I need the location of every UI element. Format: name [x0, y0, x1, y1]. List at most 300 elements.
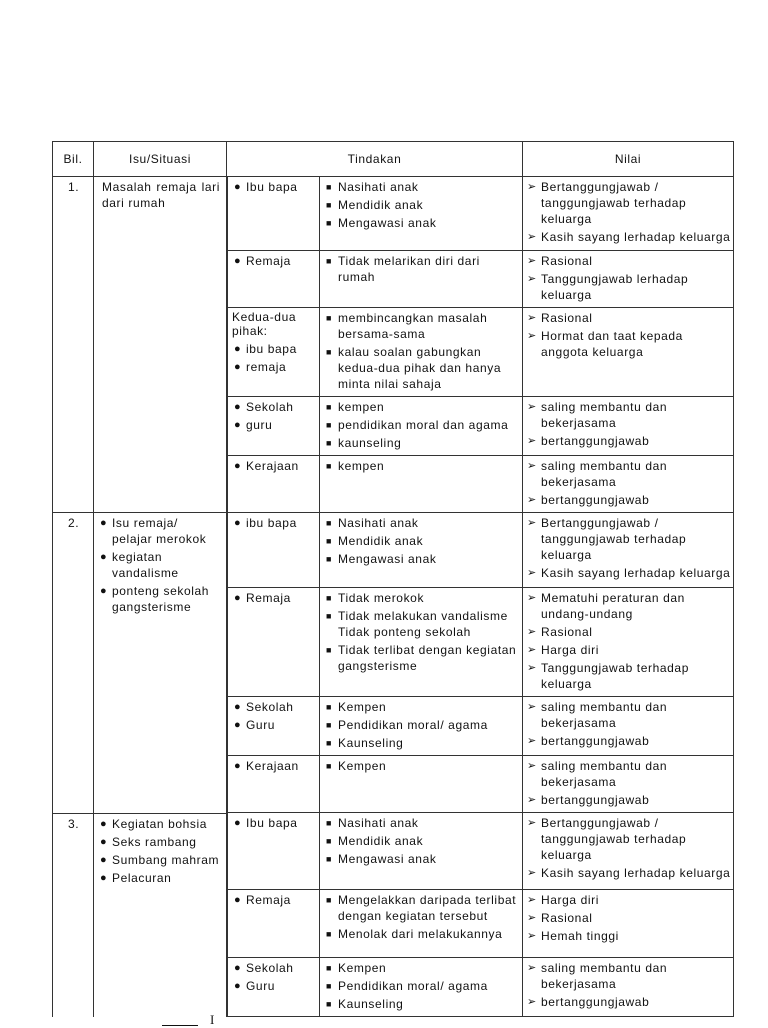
arrow-bullet-icon: ➢	[527, 644, 537, 656]
filled-circle-icon: ●	[234, 254, 242, 267]
pihak-item-text: remaja	[246, 359, 287, 374]
pihak-item-list	[232, 960, 317, 994]
nilai-item	[527, 515, 731, 563]
filled-square-icon: ■	[326, 894, 333, 905]
pihak-item-text: Guru	[246, 978, 276, 993]
nilai-item-text: Rasional	[541, 253, 593, 268]
tindakan-item-text: Menolak dari melakukannya	[338, 926, 503, 941]
pihak-item-text: Sekolah	[246, 700, 294, 714]
nilai-item-text: saling membantu dan bekerjasama	[541, 399, 668, 430]
action-value-cell	[227, 513, 734, 814]
pihak-item	[232, 515, 317, 531]
nilai-item-text: Harga diri	[541, 892, 600, 907]
nilai-cell	[523, 957, 734, 1016]
tindakan-cell	[320, 513, 523, 588]
filled-circle-icon: ●	[234, 181, 242, 193]
arrow-bullet-icon: ➢	[527, 701, 537, 713]
nilai-item	[527, 892, 731, 908]
isu-item	[98, 515, 222, 547]
filled-square-icon: ■	[326, 200, 333, 210]
tindakan-item	[324, 851, 520, 867]
isu-item-text: Pelacuran	[112, 870, 172, 885]
tindakan-cell	[320, 455, 523, 512]
filled-circle-icon: ●	[234, 342, 242, 355]
tindakan-item-text: Tidak merokok	[338, 591, 425, 605]
arrow-bullet-icon: ➢	[527, 662, 537, 674]
pihak-intro: Kedua-dua pihak:	[232, 309, 297, 338]
isu-item-text: ponteng sekolah gangsterisme	[112, 584, 210, 614]
pihak-item-text: Remaja	[246, 253, 291, 268]
sub-row	[228, 889, 734, 957]
tindakan-item-text: Tidak melarikan diri dari rumah	[338, 253, 480, 284]
pihak-item-text: Kerajaan	[246, 458, 299, 473]
nilai-cell	[523, 588, 734, 697]
inner-table	[227, 177, 734, 513]
pihak-item-list	[232, 815, 317, 831]
nilai-item-text: Mematuhi peraturan dan undang-undang	[541, 591, 685, 621]
nilai-item	[527, 565, 731, 581]
tindakan-item	[324, 197, 520, 213]
filled-square-icon: ■	[326, 460, 333, 471]
nilai-item	[527, 229, 731, 245]
tindakan-item-list	[324, 960, 520, 1012]
tindakan-item	[324, 179, 520, 195]
nilai-item	[527, 960, 731, 992]
nilai-item	[527, 271, 731, 303]
filled-circle-icon: ●	[234, 979, 242, 992]
tindakan-item	[324, 253, 520, 285]
pihak-cell	[228, 177, 320, 250]
arrow-bullet-icon: ➢	[527, 995, 537, 1008]
filled-square-icon: ■	[326, 738, 333, 748]
nilai-item-text: Kasih sayang lerhadap keluarga	[541, 866, 731, 880]
filled-square-icon: ■	[326, 962, 333, 973]
filled-circle-icon: ●	[100, 853, 108, 866]
filled-circle-icon: ●	[234, 418, 242, 431]
nilai-item	[527, 758, 731, 790]
nilai-item	[527, 928, 731, 944]
tindakan-item-text: Mengawasi anak	[338, 551, 437, 566]
nilai-cell	[523, 177, 734, 250]
pihak-item-text: guru	[246, 417, 273, 432]
arrow-bullet-icon: ➢	[527, 254, 537, 267]
filled-circle-icon: ●	[100, 817, 108, 830]
pihak-item-list	[232, 341, 317, 375]
filled-square-icon: ■	[326, 836, 333, 846]
tindakan-item-text: Mengawasi anak	[338, 216, 437, 230]
isu-wrap	[94, 513, 226, 615]
tindakan-item-list	[324, 458, 520, 474]
pihak-cell	[228, 307, 320, 396]
filled-circle-icon: ●	[100, 517, 108, 529]
tindakan-item-list	[324, 892, 520, 942]
pihak-item-text: Ibu bapa	[246, 180, 298, 194]
pihak-item-list	[232, 515, 317, 531]
nilai-item-text: bertanggungjawab	[541, 433, 650, 448]
pihak-item	[232, 399, 317, 415]
filled-square-icon: ■	[326, 702, 333, 712]
tindakan-item-text: Tidak melakukan vandalisme Tidak ponteng sekolah	[338, 609, 508, 639]
sub-row	[228, 250, 734, 307]
action-value-cell	[227, 813, 734, 1017]
pihak-cell	[228, 957, 320, 1016]
nilai-item	[527, 865, 731, 881]
tindakan-item-text: Nasihati anak	[338, 515, 419, 530]
pihak-item	[232, 699, 317, 715]
isu-item	[98, 583, 222, 615]
tindakan-item-list	[324, 590, 520, 674]
filled-square-icon: ■	[326, 611, 333, 621]
issues-table	[52, 141, 734, 1017]
filled-circle-icon: ●	[100, 871, 108, 884]
nilai-cell	[523, 513, 734, 588]
tindakan-item-text: Mengawasi anak	[338, 852, 437, 866]
filled-circle-icon: ●	[234, 459, 242, 472]
tindakan-item	[324, 399, 520, 415]
sub-row	[228, 307, 734, 396]
section-row	[53, 513, 734, 814]
tindakan-item	[324, 533, 520, 549]
header-nilai: Nilai	[523, 142, 734, 177]
filled-circle-icon: ●	[234, 817, 242, 829]
filled-square-icon: ■	[326, 553, 333, 564]
section-row	[53, 813, 734, 1017]
nilai-cell	[523, 756, 734, 813]
arrow-bullet-icon: ➢	[527, 929, 537, 942]
nilai-item-text: Tanggungjawab terhadap keluarga	[541, 661, 689, 691]
tindakan-item-text: Kempen	[338, 759, 387, 773]
pihak-item-text: ibu bapa	[246, 341, 297, 356]
tindakan-item	[324, 417, 520, 433]
tindakan-cell	[320, 177, 523, 250]
pihak-item	[232, 978, 317, 994]
tindakan-item	[324, 215, 520, 231]
nilai-item-list	[527, 310, 731, 360]
pihak-item-text: Remaja	[246, 591, 291, 605]
tindakan-item-text: kalau soalan gabungkan kedua-dua pihak dan hanya minta nilai sahaja	[338, 344, 502, 391]
tindakan-cell	[320, 307, 523, 396]
nilai-cell	[523, 889, 734, 957]
pihak-item-text: Sekolah	[246, 960, 294, 975]
arrow-bullet-icon: ➢	[527, 566, 537, 579]
pihak-item	[232, 960, 317, 976]
nilai-cell	[523, 396, 734, 455]
tindakan-item	[324, 996, 520, 1012]
tindakan-item-list	[324, 399, 520, 451]
filled-circle-icon: ●	[100, 551, 108, 563]
isu-cell	[94, 513, 227, 814]
inner-table	[227, 513, 734, 814]
table-body	[53, 177, 734, 1017]
nilai-item	[527, 433, 731, 449]
tindakan-item	[324, 978, 520, 994]
filled-square-icon: ■	[326, 218, 333, 228]
pihak-cell	[228, 455, 320, 512]
pihak-item	[232, 359, 317, 375]
pihak-item-list	[232, 253, 317, 269]
arrow-bullet-icon: ➢	[527, 867, 537, 879]
isu-item-text: kegiatan vandalisme	[112, 550, 179, 580]
isu-item-text: Seks rambang	[112, 834, 197, 849]
tindakan-item-text: Mendidik anak	[338, 834, 424, 848]
tindakan-item-text: kempen	[338, 399, 385, 414]
pihak-item-text: Ibu bapa	[246, 816, 298, 830]
nilai-item	[527, 179, 731, 227]
pihak-item-text: Guru	[246, 718, 276, 732]
filled-square-icon: ■	[326, 517, 333, 528]
tindakan-item	[324, 435, 520, 451]
filled-square-icon: ■	[326, 535, 333, 546]
nilai-cell	[523, 455, 734, 512]
nilai-cell	[523, 813, 734, 889]
nilai-item-text: saling membantu dan bekerjasama	[541, 700, 668, 730]
nilai-item-text: bertanggungjawab	[541, 793, 650, 807]
filled-circle-icon: ●	[234, 400, 242, 413]
arrow-bullet-icon: ➢	[527, 626, 537, 638]
arrow-bullet-icon: ➢	[527, 961, 537, 974]
tindakan-item	[324, 960, 520, 976]
arrow-bullet-icon: ➢	[527, 231, 537, 243]
arrow-bullet-icon: ➢	[527, 400, 537, 413]
filled-circle-icon: ●	[234, 516, 242, 529]
sub-row	[228, 588, 734, 697]
isu-item-list	[98, 515, 222, 615]
pihak-item-text: Remaja	[246, 892, 291, 907]
filled-circle-icon: ●	[100, 585, 108, 597]
pihak-cell	[228, 250, 320, 307]
nilai-item-text: Rasional	[541, 310, 593, 325]
tindakan-cell	[320, 957, 523, 1016]
isu-item	[98, 549, 222, 581]
sub-row	[228, 396, 734, 455]
tindakan-item	[324, 344, 520, 392]
nilai-item	[527, 310, 731, 326]
sub-row	[228, 957, 734, 1016]
filled-square-icon: ■	[326, 854, 333, 864]
nilai-item	[527, 458, 731, 490]
pihak-item	[232, 758, 317, 774]
tindakan-item-text: Nasihati anak	[338, 816, 419, 830]
tindakan-cell	[320, 396, 523, 455]
arrow-bullet-icon: ➢	[527, 794, 537, 806]
filled-square-icon: ■	[326, 720, 333, 730]
section-row	[53, 177, 734, 513]
nilai-item-list	[527, 253, 731, 303]
tindakan-item	[324, 515, 520, 531]
filled-square-icon: ■	[326, 312, 333, 323]
nilai-item-text: bertanggungjawab	[541, 734, 650, 748]
tindakan-item-list	[324, 758, 520, 774]
isu-item-text: Isu remaja/ pelajar merokok	[112, 516, 207, 546]
filled-circle-icon: ●	[234, 961, 242, 974]
filled-circle-icon: ●	[234, 360, 242, 373]
tindakan-item-text: Tidak terlibat dengan kegiatan gangsterisme	[338, 643, 517, 673]
arrow-bullet-icon: ➢	[527, 493, 537, 506]
tindakan-item-text: kempen	[338, 458, 385, 473]
nilai-item-text: Bertanggungjawab / tanggungjawab terhadap keluarga	[541, 515, 687, 562]
tindakan-item	[324, 833, 520, 849]
tindakan-item-text: Kaunseling	[338, 736, 404, 750]
pihak-item	[232, 341, 317, 357]
arrow-bullet-icon: ➢	[527, 311, 537, 324]
nilai-item-text: Harga diri	[541, 643, 600, 657]
arrow-bullet-icon: ➢	[527, 516, 537, 529]
tindakan-item-text: kaunseling	[338, 435, 402, 450]
nilai-item	[527, 792, 731, 808]
bil-number: 3.	[68, 816, 80, 831]
nilai-item-text: saling membantu dan bekerjasama	[541, 759, 668, 789]
tindakan-item-text: Pendidikan moral/ agama	[338, 978, 488, 993]
nilai-item-list	[527, 699, 731, 749]
tindakan-cell	[320, 697, 523, 756]
nilai-cell	[523, 307, 734, 396]
filled-square-icon: ■	[326, 980, 333, 991]
nilai-item-list	[527, 179, 731, 245]
tindakan-item-list	[324, 253, 520, 285]
pihak-cell	[228, 756, 320, 813]
tindakan-item	[324, 310, 520, 342]
tindakan-item-list	[324, 515, 520, 567]
tindakan-item-list	[324, 699, 520, 751]
pihak-item	[232, 717, 317, 733]
pihak-item-text: Kerajaan	[246, 759, 299, 773]
footer-mark: I	[210, 1012, 215, 1027]
filled-square-icon: ■	[326, 998, 333, 1009]
tindakan-item-list	[324, 815, 520, 867]
pihak-item	[232, 179, 317, 195]
nilai-item-text: Bertanggungjawab / tanggungjawab terhadap keluarga	[541, 180, 687, 226]
filled-square-icon: ■	[326, 818, 333, 828]
nilai-item-list	[527, 458, 731, 508]
pihak-cell	[228, 813, 320, 889]
sub-row	[228, 455, 734, 512]
nilai-item-text: Rasional	[541, 625, 593, 639]
pihak-cell	[228, 513, 320, 588]
nilai-item	[527, 815, 731, 863]
tindakan-cell	[320, 889, 523, 957]
pihak-cell	[228, 889, 320, 957]
arrow-bullet-icon: ➢	[527, 760, 537, 772]
nilai-item	[527, 733, 731, 749]
tindakan-item-text: pendidikan moral dan agama	[338, 417, 509, 432]
tindakan-cell	[320, 813, 523, 889]
pihak-item	[232, 417, 317, 433]
tindakan-item-text: Pendidikan moral/ agama	[338, 718, 488, 732]
nilai-item-list	[527, 399, 731, 449]
nilai-item-text: saling membantu dan bekerjasama	[541, 960, 668, 991]
nilai-item	[527, 590, 731, 622]
nilai-item-text: Hormat dan taat kepada anggota keluarga	[541, 328, 683, 359]
header-bil: Bil.	[53, 142, 94, 177]
filled-circle-icon: ●	[234, 592, 242, 604]
sub-row	[228, 177, 734, 250]
table-header-row	[53, 142, 734, 177]
tindakan-item-text: Mendidik anak	[338, 198, 424, 212]
nilai-item-list	[527, 758, 731, 808]
sub-row	[228, 813, 734, 889]
pihak-item-list	[232, 590, 317, 606]
nilai-item-text: Kasih sayang lerhadap keluarga	[541, 565, 731, 580]
page-footer	[162, 1012, 214, 1028]
filled-circle-icon: ●	[100, 835, 108, 848]
nilai-item-text: Hemah tinggi	[541, 928, 619, 943]
nilai-cell	[523, 697, 734, 756]
arrow-bullet-icon: ➢	[527, 272, 537, 285]
tindakan-item	[324, 699, 520, 715]
isu-item	[98, 816, 222, 832]
arrow-bullet-icon: ➢	[527, 735, 537, 747]
filled-square-icon: ■	[326, 419, 333, 430]
nilai-item-text: Tanggungjawab lerhadap keluarga	[541, 271, 689, 302]
nilai-item	[527, 994, 731, 1010]
pihak-item-text: Sekolah	[246, 399, 294, 414]
filled-square-icon: ■	[326, 401, 333, 412]
nilai-item	[527, 642, 731, 658]
nilai-cell	[523, 250, 734, 307]
bil-cell	[53, 513, 94, 814]
pihak-item-list	[232, 399, 317, 433]
pihak-item	[232, 253, 317, 269]
nilai-item-text: Kasih sayang lerhadap keluarga	[541, 230, 731, 244]
pihak-item-text: ibu bapa	[246, 515, 297, 530]
nilai-item-list	[527, 815, 731, 881]
isu-item-text: Sumbang mahram	[112, 852, 220, 867]
tindakan-item-text: membincangkan masalah bersama-sama	[338, 310, 488, 341]
tindakan-item-list	[324, 179, 520, 231]
pihak-cell	[228, 396, 320, 455]
tindakan-item-list	[324, 310, 520, 392]
pihak-item-list	[232, 758, 317, 774]
filled-square-icon: ■	[326, 346, 333, 357]
pihak-cell	[228, 697, 320, 756]
footer-underline	[162, 1025, 198, 1026]
sub-row	[228, 756, 734, 813]
nilai-item	[527, 328, 731, 360]
pihak-item-list	[232, 458, 317, 474]
bil-cell	[53, 177, 94, 513]
nilai-item	[527, 660, 731, 692]
nilai-item	[527, 624, 731, 640]
arrow-bullet-icon: ➢	[527, 817, 537, 829]
nilai-item	[527, 253, 731, 269]
filled-square-icon: ■	[326, 928, 333, 939]
arrow-bullet-icon: ➢	[527, 181, 537, 193]
tindakan-item-text: Kaunseling	[338, 996, 404, 1011]
nilai-item-list	[527, 590, 731, 692]
nilai-item	[527, 910, 731, 926]
isu-cell	[94, 813, 227, 1017]
pihak-item	[232, 892, 317, 908]
tindakan-item	[324, 458, 520, 474]
isu-item	[98, 834, 222, 850]
header-isu: Isu/Situasi	[94, 142, 227, 177]
arrow-bullet-icon: ➢	[527, 459, 537, 472]
isu-item	[98, 870, 222, 886]
isu-cell	[94, 177, 227, 513]
sub-row	[228, 697, 734, 756]
action-value-cell	[227, 177, 734, 513]
filled-circle-icon: ●	[234, 760, 242, 772]
tindakan-item	[324, 815, 520, 831]
isu-item-list	[98, 816, 222, 886]
filled-square-icon: ■	[326, 761, 333, 771]
filled-square-icon: ■	[326, 437, 333, 448]
nilai-item	[527, 699, 731, 731]
nilai-item-list	[527, 515, 731, 581]
bil-number: 1.	[68, 180, 80, 194]
tindakan-item	[324, 717, 520, 733]
sub-row	[228, 513, 734, 588]
